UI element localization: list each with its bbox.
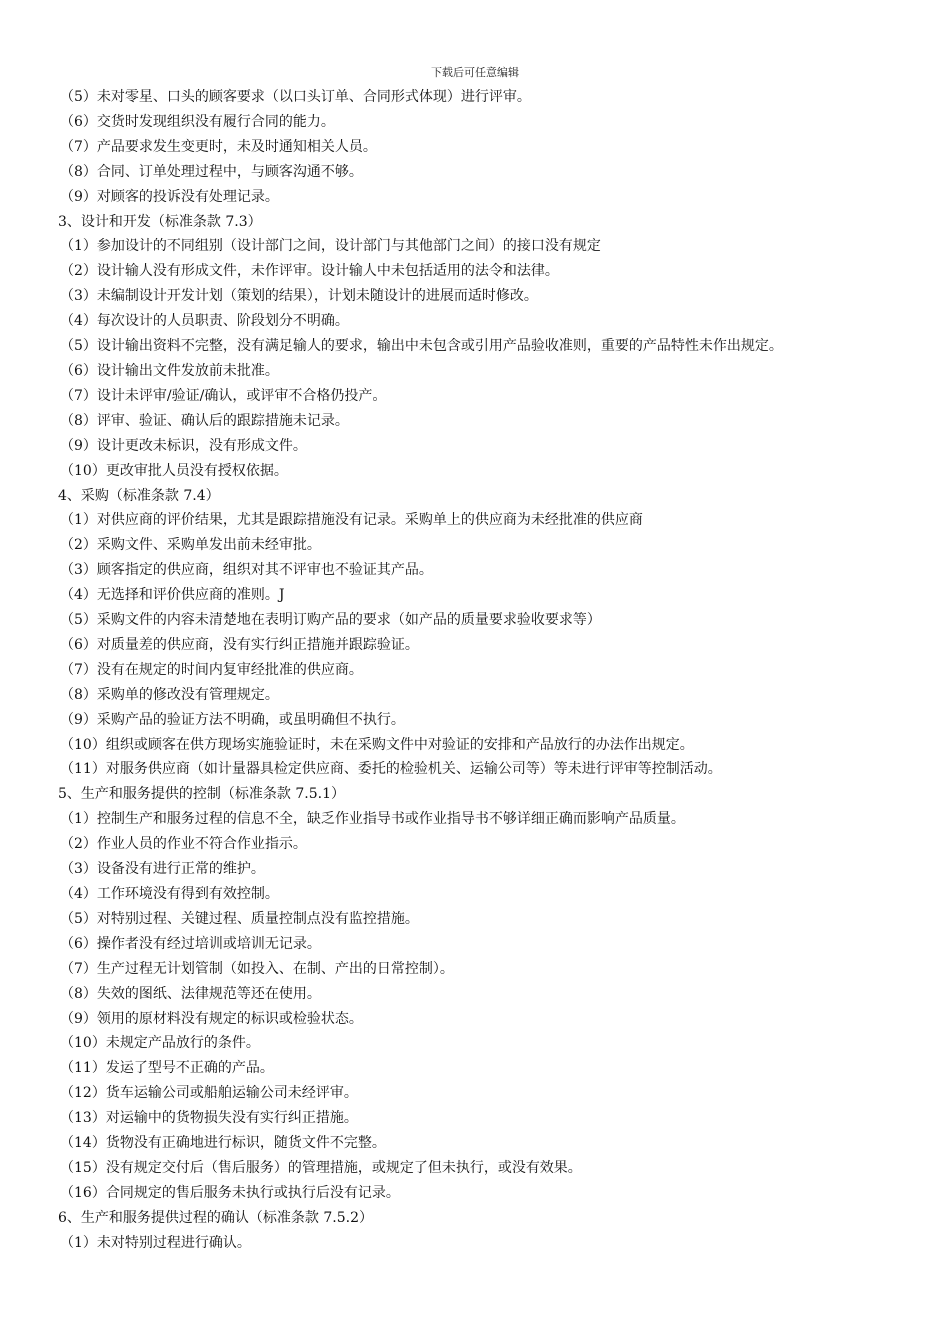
list-item: （7）设计未评审/验证/确认，或评审不合格仍投产。 bbox=[60, 387, 387, 404]
document-body bbox=[58, 85, 884, 1256]
list-item: （8）采购单的修改没有管理规定。 bbox=[60, 686, 279, 703]
list-item: （6）操作者没有经过培训或培训无记录。 bbox=[60, 935, 321, 952]
list-item: （7）生产过程无计划管制（如投入、在制、产出的日常控制）。 bbox=[60, 960, 454, 977]
list-item: （8）合同、订单处理过程中，与顾客沟通不够。 bbox=[60, 163, 363, 180]
list-item: （4）工作环境没有得到有效控制。 bbox=[60, 886, 279, 902]
list-item: （4）每次设计的人员职责、阶段划分不明确。 bbox=[60, 313, 349, 330]
list-item: （6）交货时发现组织没有履行合同的能力。 bbox=[60, 113, 335, 130]
list-item: （3）顾客指定的供应商，组织对其不评审也不验证其产品。 bbox=[60, 562, 433, 579]
section-heading: 4、采购（标准条款 7.4） bbox=[58, 487, 220, 504]
list-item: （9）采购产品的验证方法不明确，或虽明确但不执行。 bbox=[60, 711, 405, 728]
list-item: （1）未对特别过程进行确认。 bbox=[60, 1234, 251, 1251]
list-item: （4）无选择和评价供应商的准则。J bbox=[60, 587, 285, 604]
list-item: （5）对特别过程、关键过程、质量控制点没有监控措施。 bbox=[60, 910, 419, 927]
list-item: （9）对顾客的投诉没有处理记录。 bbox=[60, 188, 279, 205]
list-item: （13）对运输中的货物损失没有实行纠正措施。 bbox=[60, 1110, 358, 1127]
list-item: （1）参加设计的不同组别（设计部门之间，设计部门与其他部门之间）的接口没有规定 bbox=[60, 238, 601, 255]
list-item: （2）设计输人没有形成文件，未作评审。设计输人中未包括适用的法令和法律。 bbox=[60, 263, 559, 280]
list-item: （5）采购文件的内容未清楚地在表明订购产品的要求（如产品的质量要求验收要求等） bbox=[60, 612, 601, 629]
list-item: （6）对质量差的供应商，没有实行纠正措施并跟踪验证。 bbox=[60, 636, 419, 653]
list-item: （7）产品要求发生变更时，未及时通知相关人员。 bbox=[60, 138, 377, 155]
list-item: （11）对服务供应商（如计量器具检定供应商、委托的检验机关、运输公司等）等未进行评审等控制活动。 bbox=[60, 761, 722, 778]
list-item: （8）评审、验证、确认后的跟踪措施未记录。 bbox=[60, 412, 349, 429]
list-item: （8）失效的图纸、法律规范等还在使用。 bbox=[60, 985, 321, 1002]
list-item: （10）更改审批人员没有授权依据。 bbox=[60, 462, 288, 479]
list-item: （5）设计输出资料不完整，没有满足输人的要求，输出中未包含或引用产品验收准则，重要的产品特性未作出规定。 bbox=[60, 338, 783, 355]
page-header: 下载后可任意编辑 bbox=[431, 66, 519, 79]
list-item: （16）合同规定的售后服务未执行或执行后没有记录。 bbox=[60, 1184, 400, 1201]
list-item: （9）设计更改未标识，没有形成文件。 bbox=[60, 437, 307, 454]
list-item: （14）货物没有正确地进行标识，随货文件不完整。 bbox=[60, 1135, 386, 1152]
section-heading: 3、设计和开发（标准条款 7.3） bbox=[58, 213, 262, 230]
list-item: （10）未规定产品放行的条件。 bbox=[60, 1035, 260, 1052]
list-item: （1）对供应商的评价结果，尤其是跟踪措施没有记录。采购单上的供应商为未经批准的供应商 bbox=[60, 512, 643, 529]
list-item: （5）未对零星、口头的顾客要求（以口头订单、合同形式体现）进行评审。 bbox=[60, 89, 531, 105]
list-item: （7）没有在规定的时间内复审经批准的供应商。 bbox=[60, 661, 363, 678]
list-item: （11）发运了型号不正确的产品。 bbox=[60, 1060, 274, 1077]
list-item: （10）组织或顾客在供方现场实施验证时，未在采购文件中对验证的安排和产品放行的办法作出规定。 bbox=[60, 736, 694, 753]
list-item: （6）设计输出文件发放前未批准。 bbox=[60, 362, 279, 379]
list-item: （15）没有规定交付后（售后服务）的管理措施，或规定了但未执行，或没有效果。 bbox=[60, 1159, 582, 1176]
list-item: （2）采购文件、采购单发出前未经审批。 bbox=[60, 537, 321, 554]
list-item: （1）控制生产和服务过程的信息不全，缺乏作业指导书或作业指导书不够详细正确而影响产品质量。 bbox=[60, 811, 685, 828]
list-item: （9）领用的原材料没有规定的标识或检验状态。 bbox=[60, 1010, 363, 1027]
list-item: （3）未编制设计开发计划（策划的结果），计划未随设计的进展而适时修改。 bbox=[60, 288, 538, 305]
section-heading: 5、生产和服务提供的控制（标准条款 7.5.1） bbox=[58, 786, 345, 803]
list-item: （3）设备没有进行正常的维护。 bbox=[60, 861, 265, 878]
section-heading: 6、生产和服务提供过程的确认（标准条款 7.5.2） bbox=[58, 1209, 373, 1226]
list-item: （12）货车运输公司或船舶运输公司未经评审。 bbox=[60, 1085, 358, 1102]
list-item: （2）作业人员的作业不符合作业指示。 bbox=[60, 836, 307, 853]
